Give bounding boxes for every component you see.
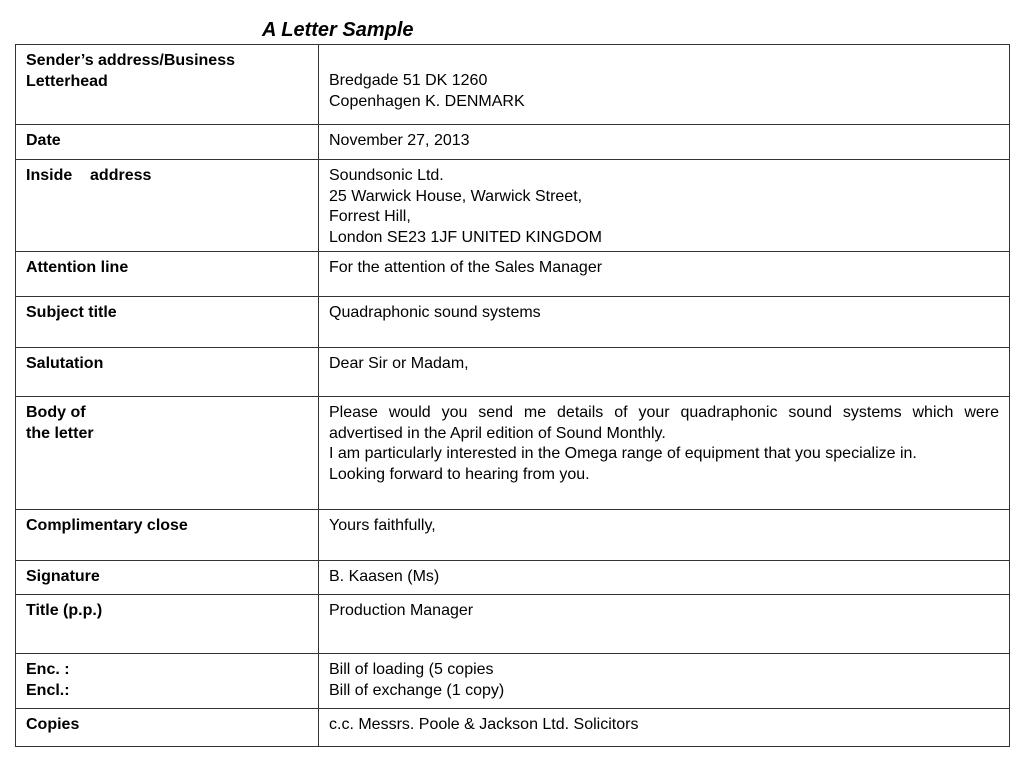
label-line: the letter [26, 424, 94, 442]
label-line: Body of [26, 404, 86, 421]
label-line: Salutation [26, 355, 104, 372]
row-value [319, 45, 1010, 125]
label-line: Attention line [26, 259, 129, 276]
value-line: Production Manager [329, 602, 474, 619]
row-label [16, 561, 319, 595]
page-title: A Letter Sample [262, 19, 414, 41]
value-line: Bill of loading (5 copies [329, 661, 494, 678]
row-value [319, 160, 1010, 252]
value-line: Bill of exchange (1 copy) [329, 681, 505, 699]
table-row [16, 654, 1010, 709]
row-label [16, 252, 319, 297]
row-label [16, 160, 319, 252]
table-row [16, 297, 1010, 348]
label-line: Subject title [26, 304, 117, 321]
row-value [319, 252, 1010, 297]
row-label [16, 297, 319, 348]
table-row [16, 160, 1010, 252]
row-label [16, 45, 319, 125]
row-value [319, 348, 1010, 397]
row-label [16, 348, 319, 397]
value-line: Quadraphonic sound systems [329, 304, 541, 321]
table-row [16, 561, 1010, 595]
label-line: Signature [26, 568, 100, 585]
value-line: 25 Warwick House, Warwick Street, [329, 187, 583, 205]
label-line: Inside address [26, 167, 152, 184]
row-label [16, 397, 319, 510]
row-label [16, 125, 319, 160]
row-value [319, 297, 1010, 348]
row-label [16, 510, 319, 561]
label-line: Title (p.p.) [26, 602, 103, 619]
value-line: advertised in the April edition of Sound Monthly. [329, 424, 666, 442]
table-row [16, 397, 1010, 510]
label-line: Sender’s address/Business [26, 52, 235, 69]
table-row [16, 510, 1010, 561]
label-line: Letterhead [26, 72, 108, 90]
value-line: Soundsonic Ltd. [329, 167, 444, 184]
value-line: Bredgade 51 DK 1260 [329, 72, 488, 89]
row-label [16, 709, 319, 747]
row-value [319, 595, 1010, 654]
value-line: London SE23 1JF UNITED KINGDOM [329, 228, 602, 246]
value-line: Copenhagen K. DENMARK [329, 92, 525, 110]
letter-parts-table [15, 44, 1010, 747]
value-line: November 27, 2013 [329, 132, 470, 149]
value-line: Forrest Hill, [329, 208, 411, 226]
table-row [16, 709, 1010, 747]
table-row [16, 252, 1010, 297]
label-line: Complimentary close [26, 517, 188, 534]
row-value [319, 397, 1010, 510]
value-line: For the attention of the Sales Manager [329, 259, 603, 276]
value-line: Please would you send me details of your quadraphonic sound systems which were [329, 404, 999, 421]
value-line: c.c. Messrs. Poole & Jackson Ltd. Solicitors [329, 716, 639, 733]
row-value [319, 709, 1010, 747]
value-line: B. Kaasen (Ms) [329, 568, 440, 585]
value-line: I am particularly interested in the Omega range of equipment that you specialize in. [329, 445, 917, 463]
table-row [16, 348, 1010, 397]
label-line: Encl.: [26, 681, 70, 699]
row-value [319, 125, 1010, 160]
value-line: Yours faithfully, [329, 517, 436, 534]
row-label [16, 654, 319, 709]
label-line: Date [26, 132, 61, 149]
table-row [16, 125, 1010, 160]
value-line: Dear Sir or Madam, [329, 355, 469, 372]
value-line: Looking forward to hearing from you. [329, 465, 590, 483]
table-row [16, 45, 1010, 125]
label-line: Copies [26, 716, 80, 733]
row-value [319, 561, 1010, 595]
row-value [319, 510, 1010, 561]
label-line: Enc. : [26, 661, 70, 678]
table-row [16, 595, 1010, 654]
row-value [319, 654, 1010, 709]
row-label [16, 595, 319, 654]
